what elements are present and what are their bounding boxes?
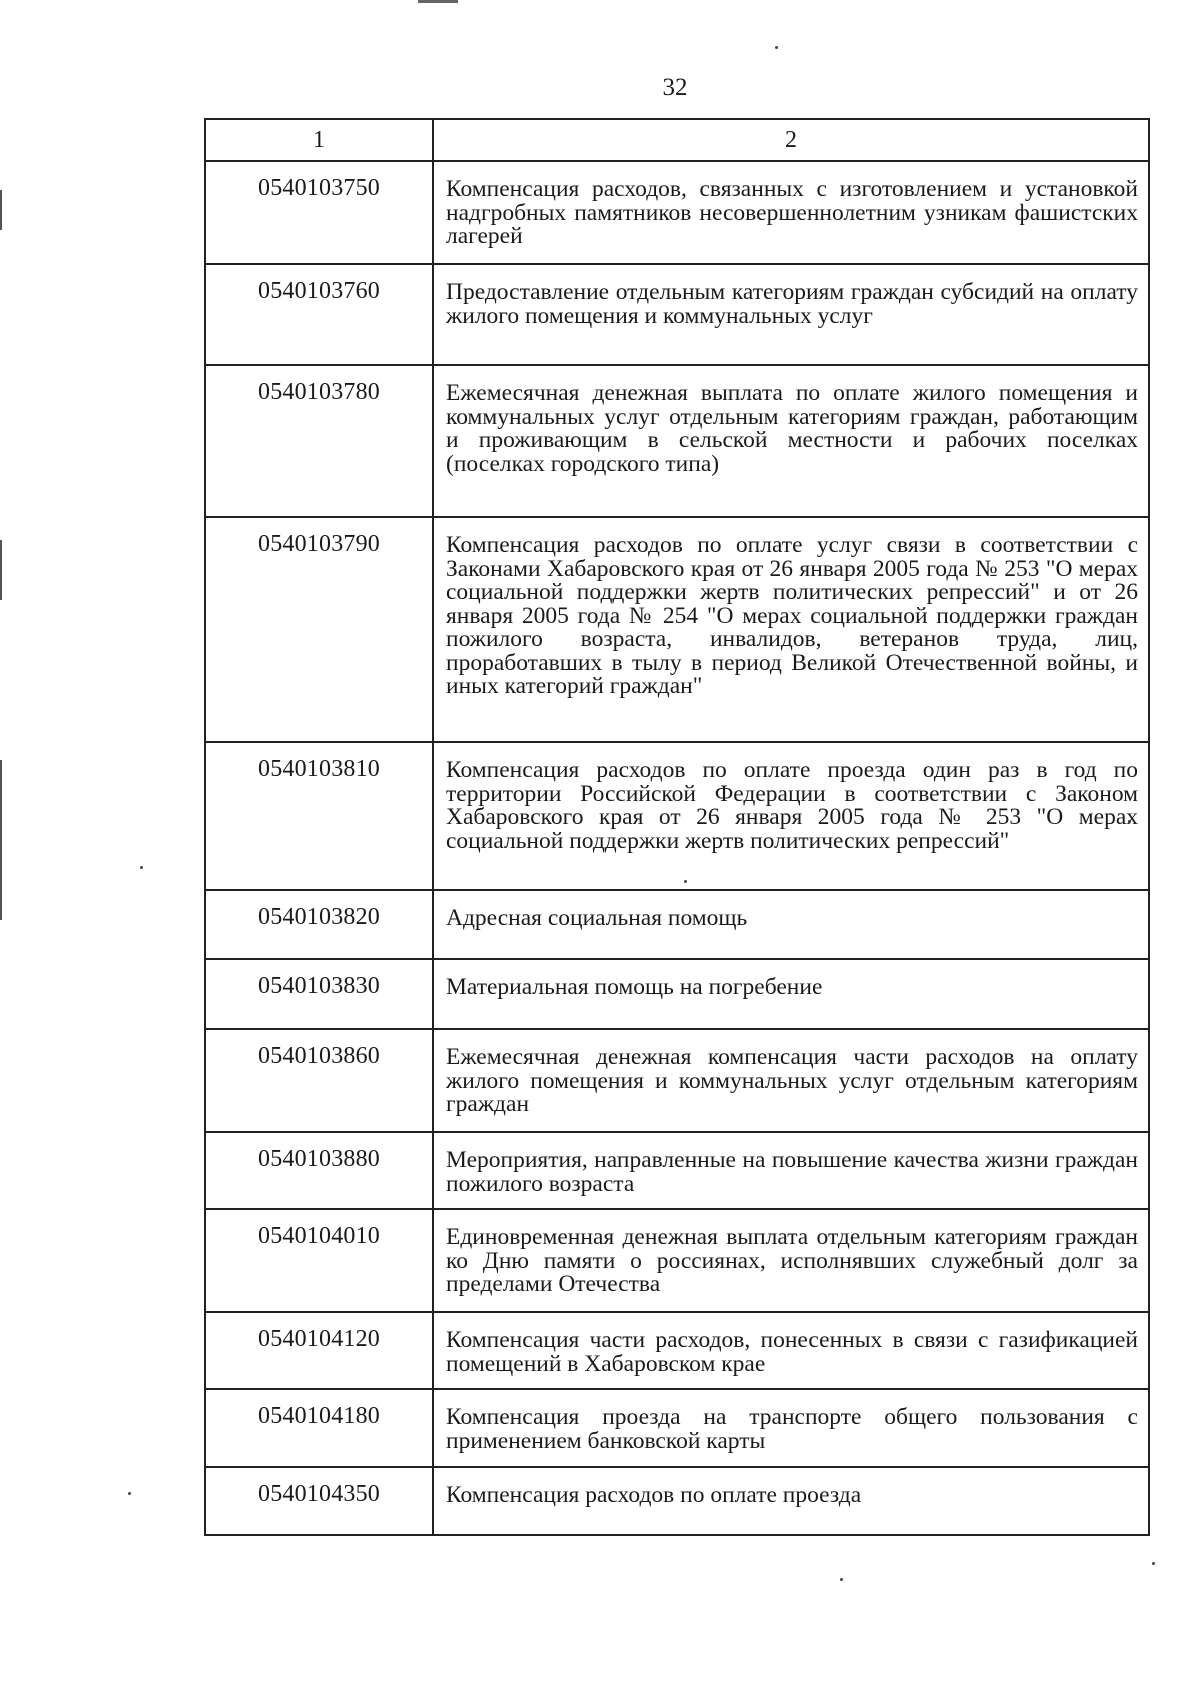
table-row bbox=[205, 365, 1149, 517]
header-col-2: 2 bbox=[433, 119, 1149, 161]
row-code: 0540104180 bbox=[205, 1389, 433, 1467]
row-description: Компенсация расходов по оплате проезда bbox=[433, 1467, 1149, 1535]
table-row bbox=[205, 517, 1149, 742]
table-row bbox=[205, 890, 1149, 959]
row-code: 0540103750 bbox=[205, 161, 433, 264]
row-code: 0540104120 bbox=[205, 1312, 433, 1389]
table-row bbox=[205, 959, 1149, 1029]
scan-artifact-dot bbox=[140, 866, 143, 869]
row-description: Ежемесячная денежная выплата по оплате жилого помещения и коммунальных услуг отдельным категориям граждан, работающим и проживающим в сельской местности и рабочих поселках (поселках городского типа) bbox=[433, 365, 1149, 517]
row-description: Предоставление отдельным категориям граждан субсидий на оплату жилого помещения и коммунальных услуг bbox=[433, 264, 1149, 365]
row-description: Ежемесячная денежная компенсация части расходов на оплату жилого помещения и коммунальных услуг отдельным категориям граждан bbox=[433, 1029, 1149, 1132]
row-code: 0540103880 bbox=[205, 1132, 433, 1209]
scan-artifact-left-edge bbox=[0, 760, 2, 920]
scan-artifact-dot bbox=[128, 1492, 131, 1495]
table-row bbox=[205, 264, 1149, 365]
scan-artifact-left-edge bbox=[0, 190, 2, 230]
row-description: Единовременная денежная выплата отдельным категориям граждан ко Дню памяти о россиянах, исполнявших служебный долг за пределами Отечества bbox=[433, 1209, 1149, 1312]
table-row bbox=[205, 1389, 1149, 1467]
scan-artifact-top bbox=[418, 0, 458, 3]
table-row bbox=[205, 742, 1149, 890]
row-code: 0540103830 bbox=[205, 959, 433, 1029]
row-description: Компенсация расходов, связанных с изготовлением и установкой надгробных памятников несовершеннолетним узникам фашистских лагерей bbox=[433, 161, 1149, 264]
row-description: Мероприятия, направленные на повышение качества жизни граждан пожилого возраста bbox=[433, 1132, 1149, 1209]
table-row bbox=[205, 1209, 1149, 1312]
row-description: Компенсация части расходов, понесенных в связи с газификацией помещений в Хабаровском крае bbox=[433, 1312, 1149, 1389]
row-code: 0540103760 bbox=[205, 264, 433, 365]
row-description: Адресная социальная помощь bbox=[433, 890, 1149, 959]
scan-artifact-dot bbox=[840, 1578, 843, 1581]
row-description: Материальная помощь на погребение bbox=[433, 959, 1149, 1029]
row-code: 0540103860 bbox=[205, 1029, 433, 1132]
code-table bbox=[204, 118, 1150, 1536]
row-description: Компенсация расходов по оплате проезда один раз в год по территории Российской Федерации в соответствии с Законом Хабаровского края от 26 января 2005 года № 253 "О мерах социальной поддержки жертв политических репрессий" bbox=[433, 742, 1149, 890]
header-col-1: 1 bbox=[205, 119, 433, 161]
table-row bbox=[205, 1312, 1149, 1389]
table-row bbox=[205, 1467, 1149, 1535]
row-code: 0540103810 bbox=[205, 742, 433, 890]
scan-artifact-dot bbox=[1152, 1562, 1155, 1565]
row-description: Компенсация проезда на транспорте общего пользования с применением банковской карты bbox=[433, 1389, 1149, 1467]
scan-artifact-left-edge bbox=[0, 540, 2, 600]
row-code: 0540104350 bbox=[205, 1467, 433, 1535]
row-code: 0540103790 bbox=[205, 517, 433, 742]
table-row bbox=[205, 1132, 1149, 1209]
table-row bbox=[205, 1029, 1149, 1132]
row-code: 0540103780 bbox=[205, 365, 433, 517]
row-code: 0540103820 bbox=[205, 890, 433, 959]
row-code: 0540104010 bbox=[205, 1209, 433, 1312]
row-description: Компенсация расходов по оплате услуг связи в соответствии с Законами Хабаровского края от 26 января 2005 года № 253 "О мерах социальной поддержки жертв политических репрессий" и от 26 января 2005 года № 254 "О мерах социальной поддержки граждан пожилого возраста, инвалидов, ветеранов труда, лиц, проработавших в тылу в период Великой Отечественной войны, и иных категорий граждан" bbox=[433, 517, 1149, 742]
table-row bbox=[205, 161, 1149, 264]
scan-artifact-dot bbox=[775, 46, 778, 49]
page-number: 32 bbox=[662, 74, 688, 101]
table-header-row bbox=[205, 119, 1149, 161]
